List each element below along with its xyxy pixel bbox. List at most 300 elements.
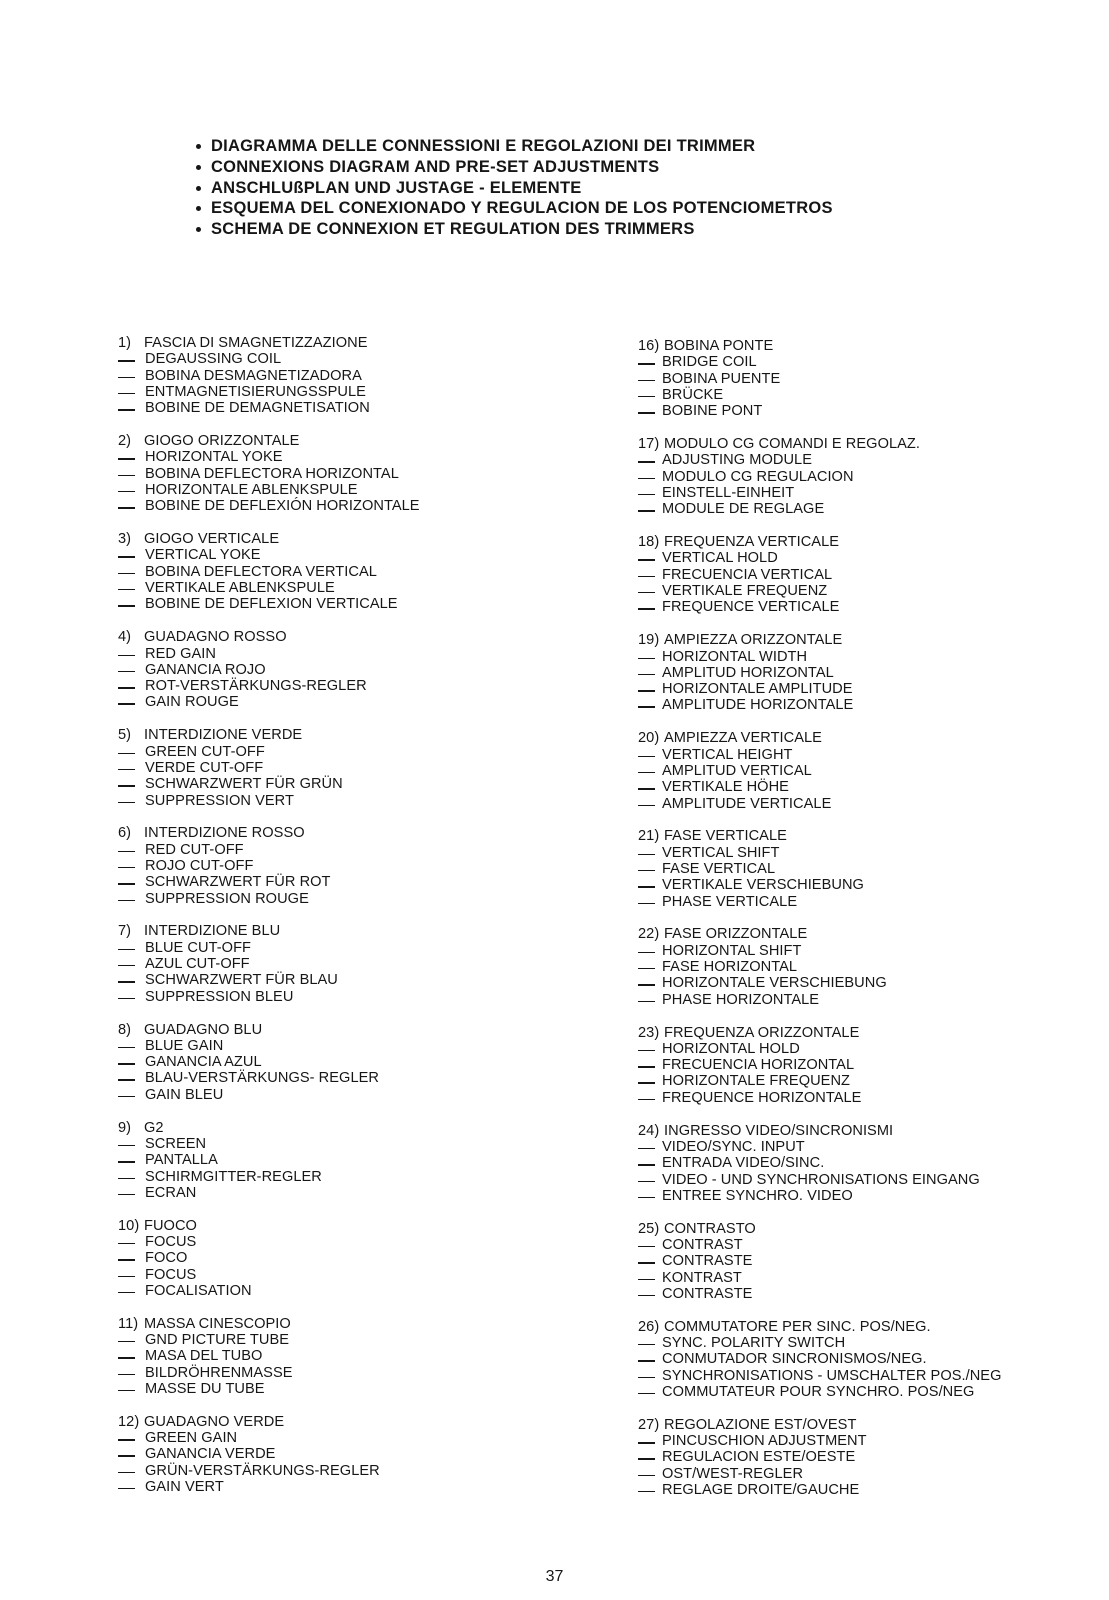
legend-entry-title: GUADAGNO VERDE	[144, 1413, 285, 1430]
legend-entry-title: MASSA CINESCOPIO	[144, 1315, 291, 1332]
legend-translation-line	[638, 959, 1108, 975]
dash-marker	[118, 1390, 135, 1391]
legend-entry-title-line	[118, 727, 588, 743]
dash-marker	[118, 360, 135, 361]
legend-translation: VERDE CUT-OFF	[145, 759, 264, 776]
legend-translation-line	[118, 858, 588, 874]
legend-entry	[118, 335, 588, 416]
legend-entry	[118, 923, 588, 1004]
legend-translation-line	[118, 466, 588, 482]
legend-translation: ROT-VERSTÄRKUNGS-REGLER	[145, 678, 367, 695]
legend-entry-title: GUADAGNO ROSSO	[144, 629, 287, 646]
legend-translation-line	[118, 1365, 588, 1381]
legend-translation: PHASE HORIZONTALE	[662, 991, 820, 1008]
legend-translation-line	[118, 1038, 588, 1054]
legend-entry-number: 6)	[118, 825, 132, 842]
legend-translation: ADJUSTING MODULE	[662, 452, 812, 469]
dash-marker	[118, 1161, 135, 1162]
legend-translation: GREEN CUT-OFF	[145, 743, 265, 760]
legend-translation-line	[638, 877, 1108, 893]
legend-translation-line	[118, 1463, 588, 1479]
legend-translation: PINCUSCHION ADJUSTMENT	[662, 1433, 867, 1450]
right-legend-column	[638, 338, 1108, 1515]
legend-translation: HORIZONTAL WIDTH	[662, 648, 808, 665]
legend-translation: GND PICTURE TUBE	[145, 1332, 290, 1349]
legend-translation: SCHIRMGITTER-REGLER	[145, 1168, 322, 1185]
dash-marker	[638, 658, 655, 659]
legend-translation: HORIZONTALE ABLENKSPULE	[145, 481, 358, 498]
dash-marker	[638, 478, 655, 479]
legend-translation-line	[118, 1332, 588, 1348]
legend-translation: BOBINA DEFLECTORA HORIZONTAL	[145, 465, 399, 482]
legend-entry-number: 8)	[118, 1021, 132, 1038]
legend-entry	[638, 632, 1108, 713]
legend-translation: VERTICAL HOLD	[662, 550, 778, 567]
legend-translation-line	[118, 1446, 588, 1462]
dash-marker	[118, 1472, 135, 1473]
dash-marker	[118, 1341, 135, 1342]
legend-translation: HORIZONTAL YOKE	[145, 449, 283, 466]
dash-marker	[118, 981, 135, 982]
legend-translation: SCHWARZWERT FÜR ROT	[145, 874, 331, 891]
legend-translation-line	[118, 400, 588, 416]
legend-translation: DEGAUSSING COIL	[145, 351, 282, 368]
legend-entry-number: 19)	[638, 632, 660, 649]
heading-english: CONNEXIONS DIAGRAM AND PRE-SET ADJUSTMENTS	[196, 157, 833, 178]
legend-translation-line	[638, 501, 1108, 517]
legend-translation-line	[638, 567, 1108, 583]
legend-translation-line	[638, 1188, 1108, 1204]
legend-translation-line	[638, 845, 1108, 861]
legend-translation: VERTIKALE VERSCHIEBUNG	[662, 877, 864, 894]
dash-marker	[638, 1377, 655, 1378]
dash-marker	[638, 870, 655, 871]
legend-entry-title: FASCIA DI SMAGNETIZZAZIONE	[144, 335, 368, 351]
legend-translation-line	[638, 992, 1108, 1008]
legend-entry	[638, 926, 1108, 1007]
legend-translation-line	[118, 646, 588, 662]
page-number: 37	[545, 1568, 564, 1585]
dash-marker	[638, 952, 655, 953]
dash-marker	[118, 1276, 135, 1277]
legend-entry-title-line	[638, 1319, 1108, 1335]
legend-translation: FREQUENCE HORIZONTALE	[662, 1089, 862, 1106]
legend-translation: FOCUS	[145, 1266, 197, 1283]
legend-translation-line	[118, 891, 588, 907]
legend-translation-line	[638, 599, 1108, 615]
legend-entry-number: 18)	[638, 534, 660, 551]
dash-marker	[118, 573, 135, 574]
legend-translation: FRECUENCIA HORIZONTAL	[662, 1057, 855, 1074]
legend-translation: EINSTELL-EINHEIT	[662, 484, 795, 501]
legend-entry-title: GIOGO VERTICALE	[144, 531, 280, 548]
legend-translation-line	[638, 1351, 1108, 1367]
legend-entry-title: G2	[144, 1119, 164, 1136]
legend-entry-title: BOBINA PONTE	[664, 338, 774, 354]
legend-translation-line	[118, 678, 588, 694]
legend-translation: SUPPRESSION ROUGE	[145, 890, 309, 907]
legend-translation: ENTMAGNETISIERUNGSSPULE	[145, 383, 366, 400]
legend-translation: HORIZONTAL SHIFT	[662, 942, 802, 959]
legend-translation-line	[118, 1152, 588, 1168]
dash-marker	[118, 1178, 135, 1179]
legend-entry-title: FASE VERTICALE	[664, 828, 787, 845]
legend-translation: BOBINA DEFLECTORA VERTICAL	[145, 563, 377, 580]
legend-translation: BOBINE DE DEFLEXIÓN HORIZONTALE	[145, 498, 420, 515]
legend-translation-line	[118, 1234, 588, 1250]
dash-marker	[638, 396, 655, 397]
legend-translation: VERTIKALE FREQUENZ	[662, 583, 828, 600]
legend-translation: MASSE DU TUBE	[145, 1380, 265, 1397]
legend-translation: VERTICAL YOKE	[145, 547, 261, 564]
legend-translation: ECRAN	[145, 1184, 197, 1201]
legend-translation-line	[118, 874, 588, 890]
dash-marker	[638, 461, 655, 462]
legend-entry-number: 21)	[638, 828, 660, 845]
legend-translation-line	[638, 403, 1108, 419]
dash-marker	[638, 788, 655, 789]
legend-translation-line	[638, 1286, 1108, 1302]
legend-translation-line	[638, 861, 1108, 877]
dash-marker	[118, 1145, 135, 1146]
legend-translation-line	[638, 1073, 1108, 1089]
dash-marker	[638, 1066, 655, 1067]
legend-translation-line	[638, 469, 1108, 485]
legend-entry-number: 2)	[118, 433, 132, 450]
legend-translation: MASA DEL TUBO	[145, 1348, 263, 1365]
legend-translation-line	[118, 482, 588, 498]
dash-marker	[638, 559, 655, 560]
dash-marker	[118, 1439, 135, 1440]
legend-translation-line	[638, 1466, 1108, 1482]
dash-marker	[118, 867, 135, 868]
legend-entry-number: 20)	[638, 730, 660, 747]
legend-entry-title-line	[118, 825, 588, 841]
legend-translation: AZUL CUT-OFF	[145, 956, 250, 973]
legend-translation-line	[118, 842, 588, 858]
dash-marker	[638, 772, 655, 773]
dash-marker	[118, 605, 135, 606]
dash-marker	[118, 1292, 135, 1293]
legend-translation-line	[638, 371, 1108, 387]
legend-entry-number: 25)	[638, 1220, 660, 1237]
legend-entry-number: 5)	[118, 727, 132, 744]
legend-entry-title: AMPIEZZA ORIZZONTALE	[664, 632, 843, 649]
dash-marker	[638, 380, 655, 381]
legend-entry	[118, 1316, 588, 1397]
legend-translation-line	[638, 354, 1108, 370]
legend-translation: MODULE DE REGLAGE	[662, 501, 825, 518]
legend-entry	[638, 730, 1108, 811]
legend-translation: BLAU-VERSTÄRKUNGS- REGLER	[145, 1070, 379, 1087]
legend-entry-number: 10)	[118, 1217, 140, 1234]
legend-entry-number: 23)	[638, 1024, 660, 1041]
legend-entry-title: AMPIEZZA VERTICALE	[664, 730, 822, 747]
dash-marker	[118, 851, 135, 852]
dash-marker	[118, 655, 135, 656]
legend-entry	[118, 1414, 588, 1495]
dash-marker	[118, 1194, 135, 1195]
legend-entry	[638, 1025, 1108, 1106]
legend-entry-title-line	[638, 1417, 1108, 1433]
legend-translation-line	[638, 1368, 1108, 1384]
legend-translation: BOBINE DE DEFLEXION VERTICALE	[145, 596, 398, 613]
legend-translation: AMPLITUDE HORIZONTALE	[662, 697, 854, 714]
dash-marker	[638, 1491, 655, 1492]
dash-marker	[638, 854, 655, 855]
dash-marker	[638, 968, 655, 969]
legend-translation-line	[118, 596, 588, 612]
legend-translation: GANANCIA AZUL	[145, 1054, 262, 1071]
legend-translation: REGLAGE DROITE/GAUCHE	[662, 1482, 860, 1499]
dash-marker	[638, 1295, 655, 1296]
legend-entry-number: 22)	[638, 926, 660, 943]
legend-translation: SCHWARZWERT FÜR GRÜN	[145, 776, 343, 793]
legend-translation-line	[638, 1270, 1108, 1286]
legend-translation-line	[638, 894, 1108, 910]
legend-translation: GREEN GAIN	[145, 1430, 238, 1447]
legend-translation-line	[638, 1090, 1108, 1106]
legend-entry	[638, 534, 1108, 615]
legend-translation-line	[118, 564, 588, 580]
dash-marker	[638, 592, 655, 593]
legend-entry-title-line	[638, 828, 1108, 844]
legend-translation: MODULO CG REGULACION	[662, 468, 854, 485]
legend-translation: CONTRASTE	[662, 1285, 753, 1302]
legend-translation-line	[118, 989, 588, 1005]
legend-entry-title-line	[638, 1123, 1108, 1139]
dash-marker	[118, 1243, 135, 1244]
legend-entry-title: COMMUTATORE PER SINC. POS/NEG.	[664, 1318, 931, 1335]
legend-translation: REGULACION ESTE/OESTE	[662, 1449, 856, 1466]
dash-marker	[638, 1001, 655, 1002]
legend-entry-title-line	[118, 1120, 588, 1136]
legend-entry-title: INTERDIZIONE VERDE	[144, 727, 303, 744]
legend-translation: CONTRASTE	[662, 1253, 753, 1270]
legend-translation-line	[638, 943, 1108, 959]
legend-translation: SUPPRESSION VERT	[145, 792, 294, 809]
legend-entry-title-line	[638, 534, 1108, 550]
dash-marker	[638, 1475, 655, 1476]
legend-translation: RED GAIN	[145, 645, 216, 662]
dash-marker	[638, 903, 655, 904]
legend-translation: FASE HORIZONTAL	[662, 959, 798, 976]
dash-marker	[118, 802, 135, 803]
legend-translation-line	[638, 1482, 1108, 1498]
legend-translation-line	[638, 1433, 1108, 1449]
legend-translation: GANANCIA VERDE	[145, 1446, 276, 1463]
legend-entry-number: 26)	[638, 1318, 660, 1335]
legend-translation-line	[118, 940, 588, 956]
dash-marker	[638, 1279, 655, 1280]
legend-translation-line	[638, 1335, 1108, 1351]
left-legend-column	[118, 335, 588, 1512]
legend-entry-number: 11)	[118, 1315, 139, 1332]
legend-translation-line	[118, 449, 588, 465]
legend-entry	[638, 1221, 1108, 1302]
legend-entry-title: MODULO CG COMANDI E REGOLAZ.	[664, 436, 921, 453]
dash-marker	[638, 756, 655, 757]
dash-marker	[638, 1344, 655, 1345]
legend-translation: BLUE CUT-OFF	[145, 939, 252, 956]
legend-translation: BRIDGE COIL	[662, 354, 757, 371]
legend-translation: GANANCIA ROJO	[145, 661, 266, 678]
legend-translation: ENTRADA VIDEO/SINC.	[662, 1155, 825, 1172]
legend-translation-line	[638, 1449, 1108, 1465]
legend-translation: BLUE GAIN	[145, 1037, 224, 1054]
dash-marker	[638, 576, 655, 577]
legend-entry-number: 27)	[638, 1416, 660, 1433]
legend-entry	[118, 531, 588, 612]
legend-translation-line	[638, 583, 1108, 599]
legend-translation: OST/WEST-REGLER	[662, 1465, 804, 1482]
dash-marker	[118, 475, 135, 476]
legend-translation-line	[118, 580, 588, 596]
legend-entry	[118, 433, 588, 514]
legend-translation: RED CUT-OFF	[145, 841, 244, 858]
legend-translation-line	[638, 681, 1108, 697]
legend-entry-title-line	[118, 1218, 588, 1234]
dash-marker	[118, 883, 135, 884]
dash-marker	[638, 805, 655, 806]
dash-marker	[638, 1099, 655, 1100]
dash-marker	[118, 393, 135, 394]
legend-translation: BOBINE DE DEMAGNETISATION	[145, 400, 370, 417]
legend-translation-line	[118, 1348, 588, 1364]
legend-translation-line	[118, 1381, 588, 1397]
legend-translation-line	[638, 1237, 1108, 1253]
legend-translation-line	[118, 351, 588, 367]
dash-marker	[638, 1246, 655, 1247]
legend-translation-line	[638, 1172, 1108, 1188]
legend-entry-title: REGOLAZIONE EST/OVEST	[664, 1416, 857, 1433]
legend-translation: PHASE VERTICALE	[662, 893, 798, 910]
dash-marker	[118, 1357, 135, 1358]
dash-marker	[118, 458, 135, 459]
legend-translation-line	[118, 793, 588, 809]
legend-translation-line	[638, 550, 1108, 566]
legend-translation-line	[118, 972, 588, 988]
legend-entry	[118, 825, 588, 906]
dash-marker	[118, 507, 135, 508]
dash-marker	[118, 1488, 135, 1489]
dash-marker	[118, 998, 135, 999]
legend-translation-line	[118, 384, 588, 400]
legend-translation-line	[118, 662, 588, 678]
legend-translation: CONMUTADOR SINCRONISMOS/NEG.	[662, 1351, 927, 1368]
legend-translation-line	[638, 779, 1108, 795]
legend-translation: GAIN ROUGE	[145, 694, 239, 711]
legend-translation: ENTREE SYNCHRO. VIDEO	[662, 1187, 853, 1204]
legend-entry	[118, 629, 588, 710]
legend-translation: COMMUTATEUR POUR SYNCHRO. POS/NEG	[662, 1383, 975, 1400]
legend-translation-line	[638, 975, 1108, 991]
legend-translation: VERTIKALE ABLENKSPULE	[145, 580, 335, 597]
dash-marker	[638, 1148, 655, 1149]
legend-entry-title-line	[118, 1414, 588, 1430]
legend-translation: FRECUENCIA VERTICAL	[662, 566, 833, 583]
legend-entry-title: INGRESSO VIDEO/SINCRONISMI	[664, 1122, 894, 1139]
dash-marker	[638, 886, 655, 887]
legend-translation-line	[638, 1253, 1108, 1269]
legend-translation-line	[118, 1054, 588, 1070]
dash-marker	[118, 900, 135, 901]
legend-entry-title-line	[118, 923, 588, 939]
dash-marker	[638, 1393, 655, 1394]
legend-translation: FOCUS	[145, 1234, 197, 1250]
legend-translation: BILDRÖHRENMASSE	[145, 1364, 293, 1381]
legend-translation-line	[118, 1087, 588, 1103]
legend-entry	[638, 1417, 1108, 1498]
dash-marker	[638, 984, 655, 985]
legend-entry-title: INTERDIZIONE BLU	[144, 923, 281, 940]
legend-entry-title: GIOGO ORIZZONTALE	[144, 433, 300, 450]
dash-marker	[638, 1262, 655, 1263]
dash-marker	[638, 412, 655, 413]
legend-translation: HORIZONTALE AMPLITUDE	[662, 681, 853, 698]
dash-marker	[638, 1164, 655, 1165]
dash-marker	[118, 1047, 135, 1048]
dash-marker	[638, 1050, 655, 1051]
dash-marker	[118, 1079, 135, 1080]
legend-translation-line	[118, 498, 588, 514]
dash-marker	[638, 1360, 655, 1361]
legend-translation-line	[118, 776, 588, 792]
legend-entry-number: 4)	[118, 629, 132, 646]
legend-translation: GRÜN-VERSTÄRKUNGS-REGLER	[145, 1462, 380, 1479]
legend-entry	[118, 1022, 588, 1103]
legend-entry-title-line	[638, 730, 1108, 746]
dash-marker	[118, 589, 135, 590]
legend-entry-number: 12)	[118, 1413, 140, 1430]
legend-entry-number: 3)	[118, 531, 132, 548]
legend-entry-title-line	[118, 629, 588, 645]
legend-entry-title: FUOCO	[144, 1217, 197, 1234]
legend-translation: CONTRAST	[662, 1237, 743, 1253]
legend-translation-line	[118, 547, 588, 563]
legend-translation: AMPLITUD VERTICAL	[662, 762, 812, 779]
dash-marker	[638, 1181, 655, 1182]
dash-marker	[118, 703, 135, 704]
dash-marker	[118, 1259, 135, 1260]
dash-marker	[638, 363, 655, 364]
legend-translation: SYNC. POLARITY SWITCH	[662, 1335, 846, 1352]
legend-translation: VERTICAL SHIFT	[662, 844, 780, 861]
legend-translation-line	[638, 1041, 1108, 1057]
legend-translation: VERTIKALE HÖHE	[662, 779, 789, 796]
dash-marker	[638, 706, 655, 707]
legend-translation-line	[118, 1283, 588, 1299]
legend-entry	[638, 436, 1108, 517]
legend-translation-line	[118, 694, 588, 710]
dash-marker	[118, 1063, 135, 1064]
dash-marker	[118, 687, 135, 688]
legend-entry	[638, 1123, 1108, 1204]
legend-entry	[118, 1120, 588, 1201]
legend-entry-title-line	[638, 338, 1108, 354]
legend-translation: GAIN BLEU	[145, 1086, 224, 1103]
legend-entry-title-line	[638, 1221, 1108, 1237]
legend-entry-title: FREQUENZA VERTICALE	[664, 534, 840, 551]
legend-translation-line	[638, 1155, 1108, 1171]
dash-marker	[638, 1442, 655, 1443]
legend-translation: GAIN VERT	[145, 1479, 224, 1496]
legend-entry-number: 17)	[638, 436, 660, 453]
legend-translation-line	[118, 1169, 588, 1185]
legend-translation: HORIZONTAL HOLD	[662, 1040, 800, 1057]
legend-translation-line	[118, 956, 588, 972]
legend-translation: SCREEN	[145, 1135, 207, 1152]
